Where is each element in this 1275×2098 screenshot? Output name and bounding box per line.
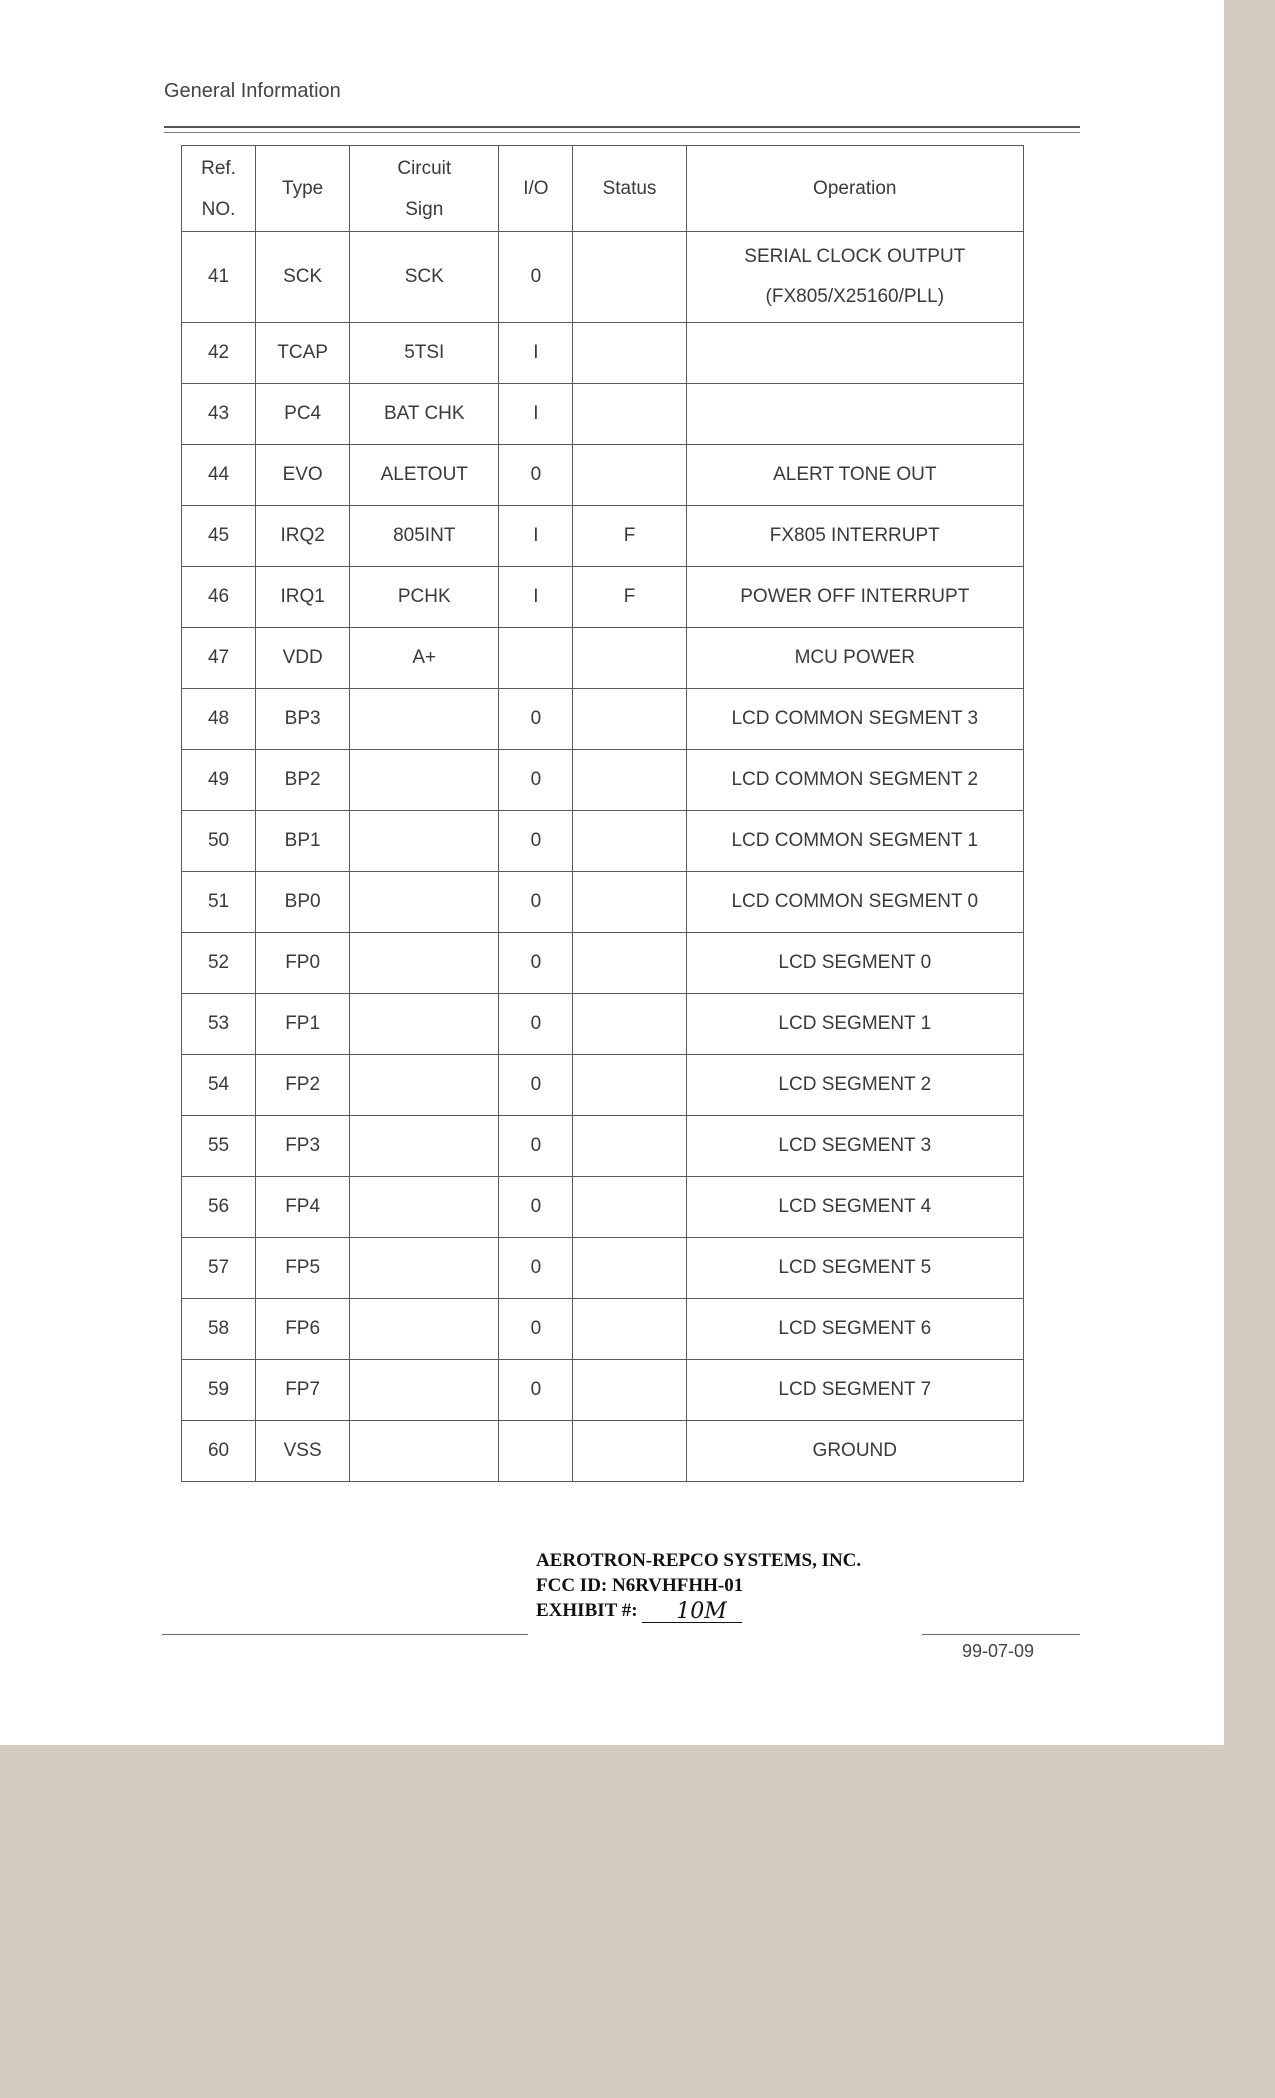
table-row: [182, 933, 1024, 994]
cell-ref: 57: [182, 1238, 256, 1299]
company-block: [536, 1548, 861, 1623]
cell-op: ALERT TONE OUT: [686, 445, 1023, 506]
table-row: [182, 811, 1024, 872]
cell-sign: [350, 872, 499, 933]
col-header-ref-line1: Ref.: [201, 157, 236, 179]
table-row: [182, 1116, 1024, 1177]
cell-type: BP0: [256, 872, 350, 933]
header-rule-thin: [164, 132, 1080, 133]
cell-status: [573, 689, 686, 750]
cell-status: [573, 1238, 686, 1299]
cell-ref: 45: [182, 506, 256, 567]
cell-sign: [350, 811, 499, 872]
cell-ref: 54: [182, 1055, 256, 1116]
cell-sign: [350, 1238, 499, 1299]
cell-status: [573, 1116, 686, 1177]
cell-status: [573, 1177, 686, 1238]
exhibit-handwritten-value: 10M: [676, 1599, 727, 1624]
table-row: [182, 1360, 1024, 1421]
cell-ref: 53: [182, 994, 256, 1055]
page-header-title: General Information: [164, 80, 341, 102]
cell-type: FP5: [256, 1238, 350, 1299]
cell-op: LCD SEGMENT 7: [686, 1360, 1023, 1421]
cell-ref: 41: [182, 232, 256, 323]
cell-op: LCD SEGMENT 5: [686, 1238, 1023, 1299]
cell-ref: 60: [182, 1421, 256, 1482]
table-row: [182, 689, 1024, 750]
cell-status: [573, 872, 686, 933]
col-header-sign-line1: Circuit: [397, 157, 452, 179]
table-header-row: [182, 146, 1024, 232]
cell-sign: [350, 1299, 499, 1360]
cell-sign: [350, 689, 499, 750]
fcc-id: FCC ID: N6RVHFHH-01: [536, 1575, 744, 1596]
cell-io: 0: [499, 872, 573, 933]
cell-ref: 49: [182, 750, 256, 811]
cell-type: FP3: [256, 1116, 350, 1177]
cell-status: [573, 1421, 686, 1482]
cell-type: TCAP: [256, 323, 350, 384]
cell-io: 0: [499, 811, 573, 872]
cell-ref: 58: [182, 1299, 256, 1360]
cell-io: [499, 628, 573, 689]
cell-io: I: [499, 567, 573, 628]
cell-sign: A+: [350, 628, 499, 689]
col-header-operation: Operation: [686, 146, 1023, 232]
cell-io: 0: [499, 232, 573, 323]
cell-type: FP1: [256, 994, 350, 1055]
cell-ref: 59: [182, 1360, 256, 1421]
table-row: [182, 628, 1024, 689]
cell-status: [573, 811, 686, 872]
cell-op: FX805 INTERRUPT: [686, 506, 1023, 567]
cell-sign: 5TSI: [350, 323, 499, 384]
cell-ref: 51: [182, 872, 256, 933]
cell-type: VDD: [256, 628, 350, 689]
cell-sign: BAT CHK: [350, 384, 499, 445]
cell-io: 0: [499, 933, 573, 994]
exhibit-label: EXHIBIT #:: [536, 1600, 638, 1621]
cell-status: [573, 933, 686, 994]
footer-date: 99-07-09: [962, 1641, 1035, 1661]
cell-io: [499, 1421, 573, 1482]
table-row: [182, 1238, 1024, 1299]
cell-io: 0: [499, 1055, 573, 1116]
table-row: [182, 323, 1024, 384]
table-row: [182, 1299, 1024, 1360]
cell-status: [573, 628, 686, 689]
cell-sign: [350, 1360, 499, 1421]
cell-status: F: [573, 567, 686, 628]
cell-type: IRQ1: [256, 567, 350, 628]
table-row: [182, 232, 1024, 323]
col-header-status: Status: [573, 146, 686, 232]
cell-ref: 47: [182, 628, 256, 689]
table-row: [182, 1421, 1024, 1482]
cell-op: [686, 323, 1023, 384]
cell-ref: 42: [182, 323, 256, 384]
cell-sign: ALETOUT: [350, 445, 499, 506]
table-row: [182, 750, 1024, 811]
cell-op-line1: SERIAL CLOCK OUTPUT: [744, 246, 966, 267]
cell-type: FP7: [256, 1360, 350, 1421]
cell-io: I: [499, 384, 573, 445]
cell-op: LCD SEGMENT 4: [686, 1177, 1023, 1238]
cell-sign: [350, 750, 499, 811]
cell-op: LCD SEGMENT 1: [686, 994, 1023, 1055]
table-row: [182, 872, 1024, 933]
header-rule: [164, 126, 1080, 128]
cell-op: LCD SEGMENT 2: [686, 1055, 1023, 1116]
cell-op: POWER OFF INTERRUPT: [686, 567, 1023, 628]
col-header-sign: [350, 146, 499, 232]
table-row: [182, 994, 1024, 1055]
table-row: [182, 1177, 1024, 1238]
cell-sign: PCHK: [350, 567, 499, 628]
cell-sign: [350, 933, 499, 994]
cell-op: LCD SEGMENT 3: [686, 1116, 1023, 1177]
cell-io: I: [499, 323, 573, 384]
col-header-type: Type: [256, 146, 350, 232]
cell-op: LCD COMMON SEGMENT 3: [686, 689, 1023, 750]
cell-io: 0: [499, 994, 573, 1055]
cell-sign: SCK: [350, 232, 499, 323]
cell-op-line2: (FX805/X25160/PLL): [765, 286, 945, 307]
cell-op: LCD SEGMENT 6: [686, 1299, 1023, 1360]
cell-op: GROUND: [686, 1421, 1023, 1482]
cell-type: BP2: [256, 750, 350, 811]
exhibit-underline: [642, 1600, 742, 1623]
cell-status: [573, 232, 686, 323]
cell-type: FP2: [256, 1055, 350, 1116]
cell-sign: [350, 1116, 499, 1177]
cell-type: EVO: [256, 445, 350, 506]
cell-op: [686, 232, 1023, 323]
table-row: [182, 445, 1024, 506]
cell-sign: [350, 1055, 499, 1116]
cell-io: 0: [499, 750, 573, 811]
cell-ref: 50: [182, 811, 256, 872]
exhibit-line: [536, 1598, 861, 1623]
cell-op: LCD COMMON SEGMENT 1: [686, 811, 1023, 872]
cell-type: PC4: [256, 384, 350, 445]
table-row: [182, 506, 1024, 567]
cell-op: [686, 384, 1023, 445]
cell-status: [573, 384, 686, 445]
cell-status: [573, 323, 686, 384]
cell-io: 0: [499, 445, 573, 506]
cell-type: SCK: [256, 232, 350, 323]
cell-io: 0: [499, 1177, 573, 1238]
cell-io: 0: [499, 1238, 573, 1299]
cell-io: 0: [499, 689, 573, 750]
table-row: [182, 384, 1024, 445]
cell-status: [573, 1055, 686, 1116]
cell-io: 0: [499, 1299, 573, 1360]
cell-status: [573, 750, 686, 811]
footer-rule-right: [922, 1634, 1080, 1635]
cell-status: [573, 994, 686, 1055]
cell-op: LCD COMMON SEGMENT 0: [686, 872, 1023, 933]
cell-op: LCD SEGMENT 0: [686, 933, 1023, 994]
cell-ref: 48: [182, 689, 256, 750]
company-name: AEROTRON-REPCO SYSTEMS, INC.: [536, 1550, 862, 1571]
cell-status: [573, 445, 686, 506]
cell-sign: 805INT: [350, 506, 499, 567]
cell-sign: [350, 1177, 499, 1238]
cell-sign: [350, 994, 499, 1055]
table-row: [182, 567, 1024, 628]
footer-rule-left: [162, 1634, 528, 1635]
cell-type: BP3: [256, 689, 350, 750]
cell-sign: [350, 1421, 499, 1482]
col-header-ref-line2: NO.: [201, 198, 236, 220]
cell-io: 0: [499, 1116, 573, 1177]
col-header-ref: [182, 146, 256, 232]
col-header-io: I/O: [499, 146, 573, 232]
cell-ref: 55: [182, 1116, 256, 1177]
cell-type: IRQ2: [256, 506, 350, 567]
cell-type: FP4: [256, 1177, 350, 1238]
cell-op: LCD COMMON SEGMENT 2: [686, 750, 1023, 811]
cell-ref: 43: [182, 384, 256, 445]
cell-io: 0: [499, 1360, 573, 1421]
cell-ref: 46: [182, 567, 256, 628]
cell-op: MCU POWER: [686, 628, 1023, 689]
pin-table: [181, 145, 1024, 1482]
cell-status: [573, 1360, 686, 1421]
cell-ref: 44: [182, 445, 256, 506]
cell-type: VSS: [256, 1421, 350, 1482]
cell-status: [573, 1299, 686, 1360]
cell-status: F: [573, 506, 686, 567]
cell-io: I: [499, 506, 573, 567]
cell-ref: 52: [182, 933, 256, 994]
cell-type: FP6: [256, 1299, 350, 1360]
cell-type: FP0: [256, 933, 350, 994]
cell-ref: 56: [182, 1177, 256, 1238]
cell-type: BP1: [256, 811, 350, 872]
table-row: [182, 1055, 1024, 1116]
col-header-sign-line2: Sign: [405, 198, 444, 220]
